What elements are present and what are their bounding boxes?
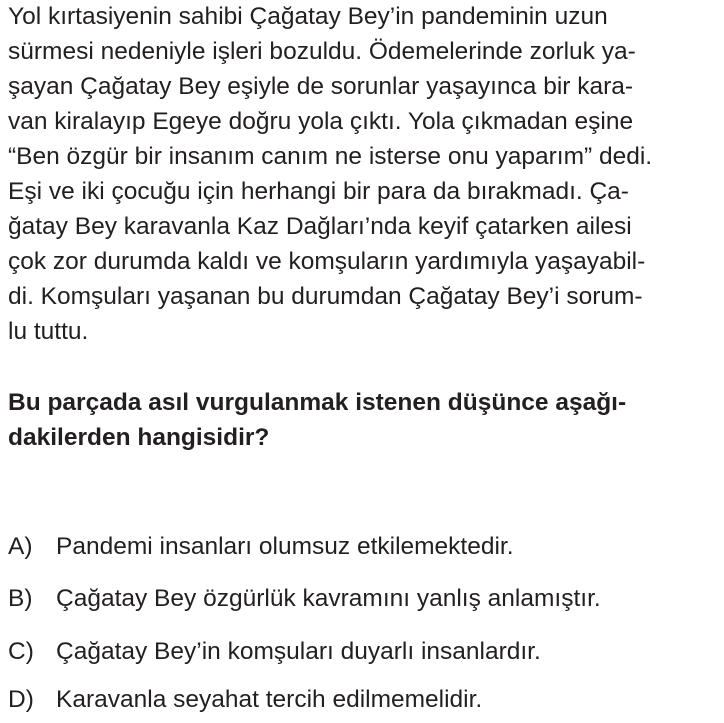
passage-line-7: ğatay Bey karavanla Kaz Dağları’nda keyif çatarken ailesi <box>8 213 632 240</box>
question-line-2: dakilerden hangisidir? <box>8 424 270 451</box>
option-c-text: Çağatay Bey’in komşuları duyarlı insanlardır. <box>56 638 541 665</box>
passage-line-9: di. Komşuları yaşanan bu durumdan Çağatay Bey’i sorum- <box>8 283 643 310</box>
passage-line-3: şayan Çağatay Bey eşiyle de sorunlar yaşayınca bir kara- <box>8 73 634 100</box>
passage-line-8: çok zor durumda kaldı ve komşuların yardımıyla yaşayabil- <box>8 248 646 275</box>
option-d-text: Karavanla seyahat tercih edilmemelidir. <box>56 686 483 713</box>
option-a-letter: A) <box>8 533 33 560</box>
option-c[interactable] <box>8 637 541 667</box>
passage-line-5: “Ben özgür bir insanım canım ne isterse onu yaparım” dedi. <box>8 143 653 170</box>
option-a-text: Pandemi insanları olumsuz etkilemektedir. <box>56 533 514 560</box>
question-line-1: Bu parçada asıl vurgulanmak istenen düşünce aşağı- <box>8 389 627 416</box>
option-c-letter: C) <box>8 638 34 665</box>
option-d-letter: D) <box>8 686 34 713</box>
option-b-text: Çağatay Bey özgürlük kavramını yanlış anlamıştır. <box>56 585 601 612</box>
option-d[interactable] <box>8 685 482 715</box>
option-b[interactable] <box>8 584 601 614</box>
passage-line-4: van kiralayıp Egeye doğru yola çıktı. Yola çıkmadan eşine <box>8 108 634 135</box>
passage-line-6: Eşi ve iki çocuğu için herhangi bir para da bırakmadı. Ça- <box>8 178 629 205</box>
option-a[interactable] <box>8 532 514 562</box>
passage-line-10: lu tuttu. <box>8 318 89 345</box>
passage-line-2: sürmesi nedeniyle işleri bozuldu. Ödemelerinde zorluk ya- <box>8 38 636 65</box>
passage-line-1: Yol kırtasiyenin sahibi Çağatay Bey’in pandeminin uzun <box>8 3 608 30</box>
option-b-letter: B) <box>8 585 33 612</box>
